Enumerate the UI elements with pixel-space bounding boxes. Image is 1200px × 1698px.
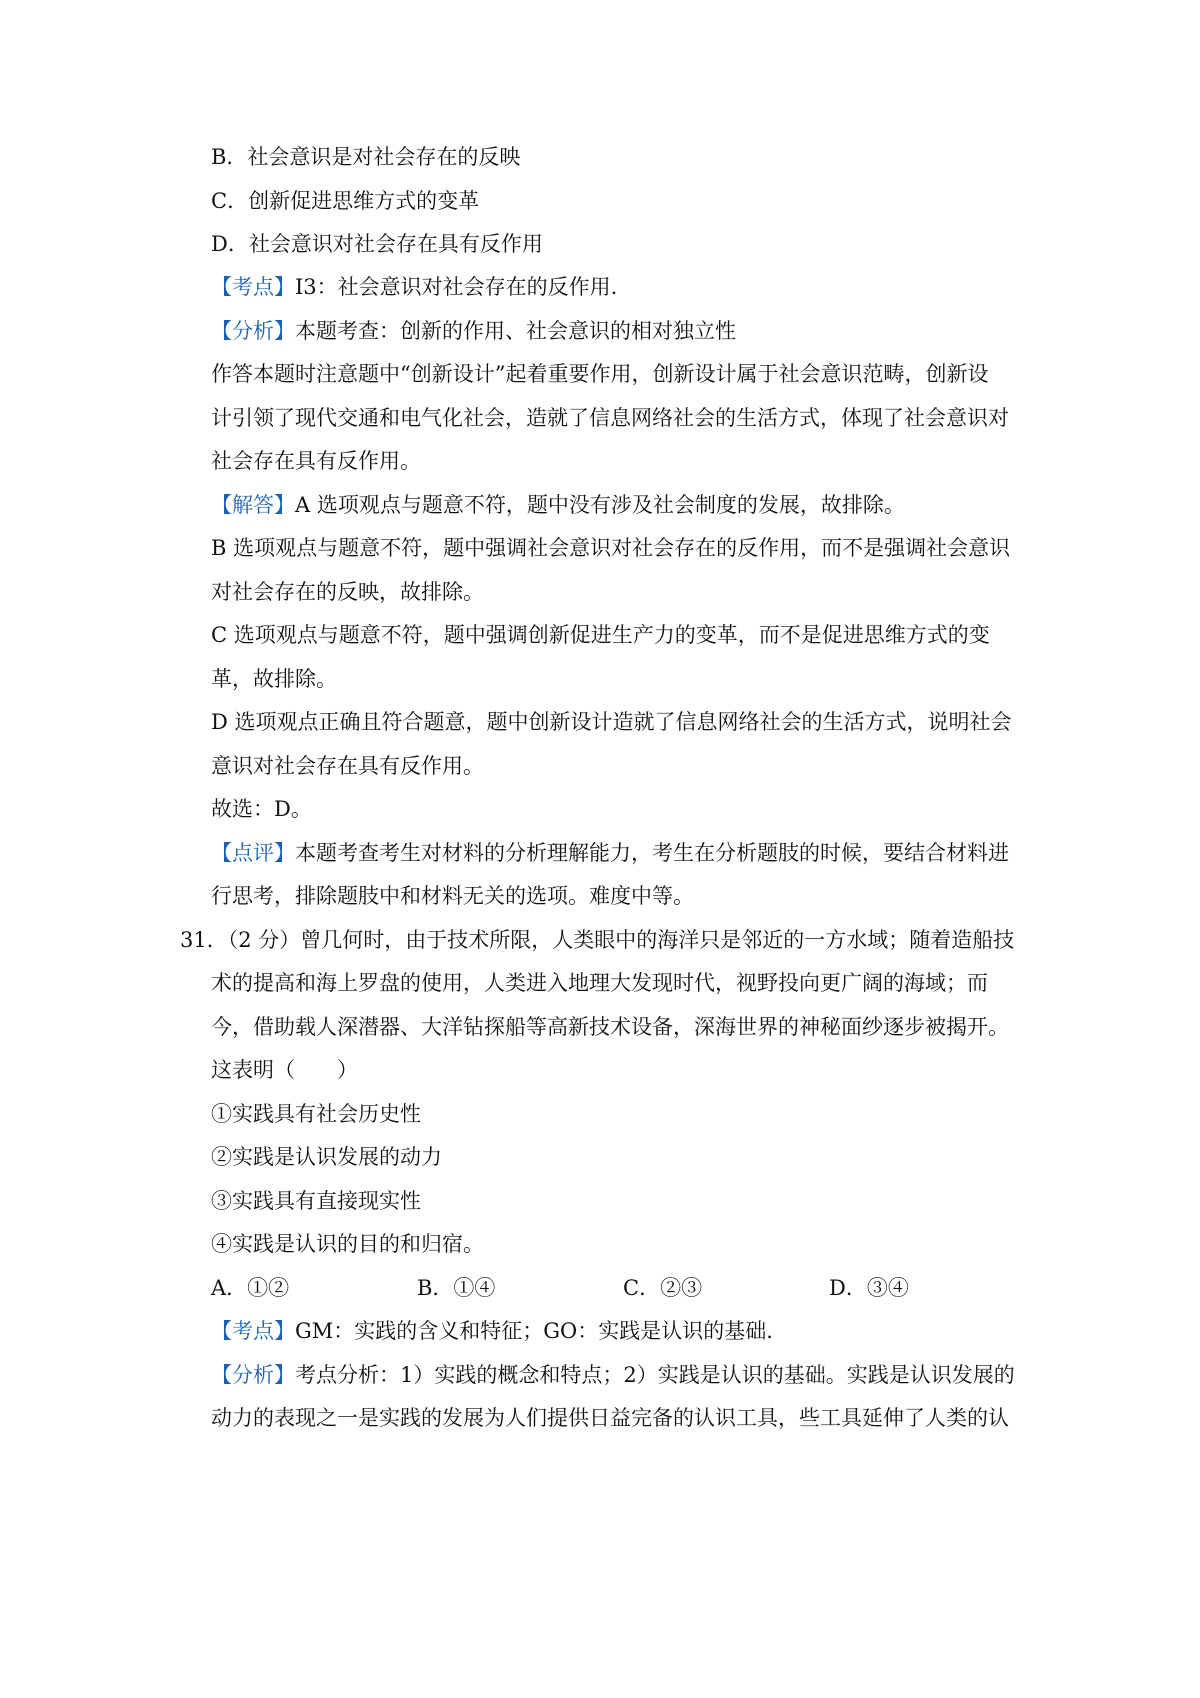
question-number: 31． <box>180 928 228 952</box>
statement-1: ①实践具有社会历史性 <box>211 1102 421 1126</box>
dianping-body-line: 行思考，排除题肢中和材料无关的选项。难度中等。 <box>211 884 694 908</box>
jieda-text: A 选项观点与题意不符，题中没有涉及社会制度的发展，故排除。 <box>295 493 905 517</box>
jieda-body-line: 意识对社会存在具有反作用。 <box>211 754 484 778</box>
dianping-text: 本题考查考生对材料的分析理解能力，考生在分析题肢的时候，要结合材料进 <box>295 841 1009 865</box>
jieda-line <box>211 490 1031 520</box>
kaodian-text: I3：社会意识对社会存在的反作用. <box>295 275 618 299</box>
kaodian-label: 【考点】 <box>211 275 295 299</box>
q31-fenxi-line <box>211 1360 1031 1390</box>
question-stem-line: 今，借助载人深潜器、大洋钻探船等高新技术设备，深海世界的神秘面纱逐步被揭开。 <box>211 1015 1009 1039</box>
fenxi-line <box>211 316 1031 346</box>
q31-fenxi-body-line: 动力的表现之一是实践的发展为人们提供日益完备的认识工具，些工具延伸了人类的认 <box>211 1406 1009 1430</box>
choices-row <box>211 1273 1031 1303</box>
statement-2: ②实践是认识发展的动力 <box>211 1145 442 1169</box>
question-stem-line: 这表明（ ） <box>211 1058 358 1082</box>
choice-a: A．①② <box>211 1276 290 1300</box>
q31-fenxi-label: 【分析】 <box>211 1363 295 1387</box>
dianping-line <box>211 838 1031 868</box>
answer-line: 故选：D。 <box>211 797 312 821</box>
choice-c: C．②③ <box>623 1276 703 1300</box>
kaodian-line <box>211 272 1031 302</box>
option-b: B．社会意识是对社会存在的反映 <box>211 145 521 169</box>
question-stem-line: 术的提高和海上罗盘的使用，人类进入地理大发现时代，视野投向更广阔的海域；而 <box>211 971 988 995</box>
choice-b: B．①④ <box>417 1276 496 1300</box>
q31-fenxi-text: 考点分析：1）实践的概念和特点；2）实践是认识的基础。实践是认识发展的 <box>295 1363 1015 1387</box>
fenxi-label: 【分析】 <box>211 319 295 343</box>
jieda-body-line: C 选项观点与题意不符，题中强调创新促进生产力的变革，而不是促进思维方式的变 <box>211 623 990 647</box>
q31-kaodian-label: 【考点】 <box>211 1319 295 1343</box>
q31-kaodian-line <box>211 1316 1031 1346</box>
option-d: D．社会意识对社会存在具有反作用 <box>211 232 543 256</box>
jieda-body-line: B 选项观点与题意不符，题中强调社会意识对社会存在的反作用，而不是强调社会意识 <box>211 536 1011 560</box>
fenxi-body-line: 计引领了现代交通和电气化社会，造就了信息网络社会的生活方式，体现了社会意识对 <box>211 406 1009 430</box>
fenxi-body-line: 作答本题时注意题中“创新设计”起着重要作用，创新设计属于社会意识范畴，创新设 <box>211 362 989 386</box>
statement-3: ③实践具有直接现实性 <box>211 1189 421 1213</box>
dianping-label: 【点评】 <box>211 841 295 865</box>
jieda-body-line: D 选项观点正确且符合题意，题中创新设计造就了信息网络社会的生活方式，说明社会 <box>211 710 1012 734</box>
jieda-body-line: 对社会存在的反映，故排除。 <box>211 580 484 604</box>
fenxi-body-line: 社会存在具有反作用。 <box>211 449 421 473</box>
jieda-body-line: 革，故排除。 <box>211 667 337 691</box>
fenxi-text: 本题考查：创新的作用、社会意识的相对独立性 <box>295 319 736 343</box>
option-c: C．创新促进思维方式的变革 <box>211 189 480 213</box>
question-stem-text: （2 分）曾几何时，由于技术所限，人类眼中的海洋只是邻近的一方水域；随着造船技 <box>227 928 1015 952</box>
question-31-stem <box>180 925 1031 955</box>
q31-kaodian-text: GM：实践的含义和特征；GO：实践是认识的基础. <box>295 1319 773 1343</box>
choice-d: D．③④ <box>829 1276 909 1300</box>
jieda-label: 【解答】 <box>211 493 295 517</box>
statement-4: ④实践是认识的目的和归宿。 <box>211 1232 484 1256</box>
